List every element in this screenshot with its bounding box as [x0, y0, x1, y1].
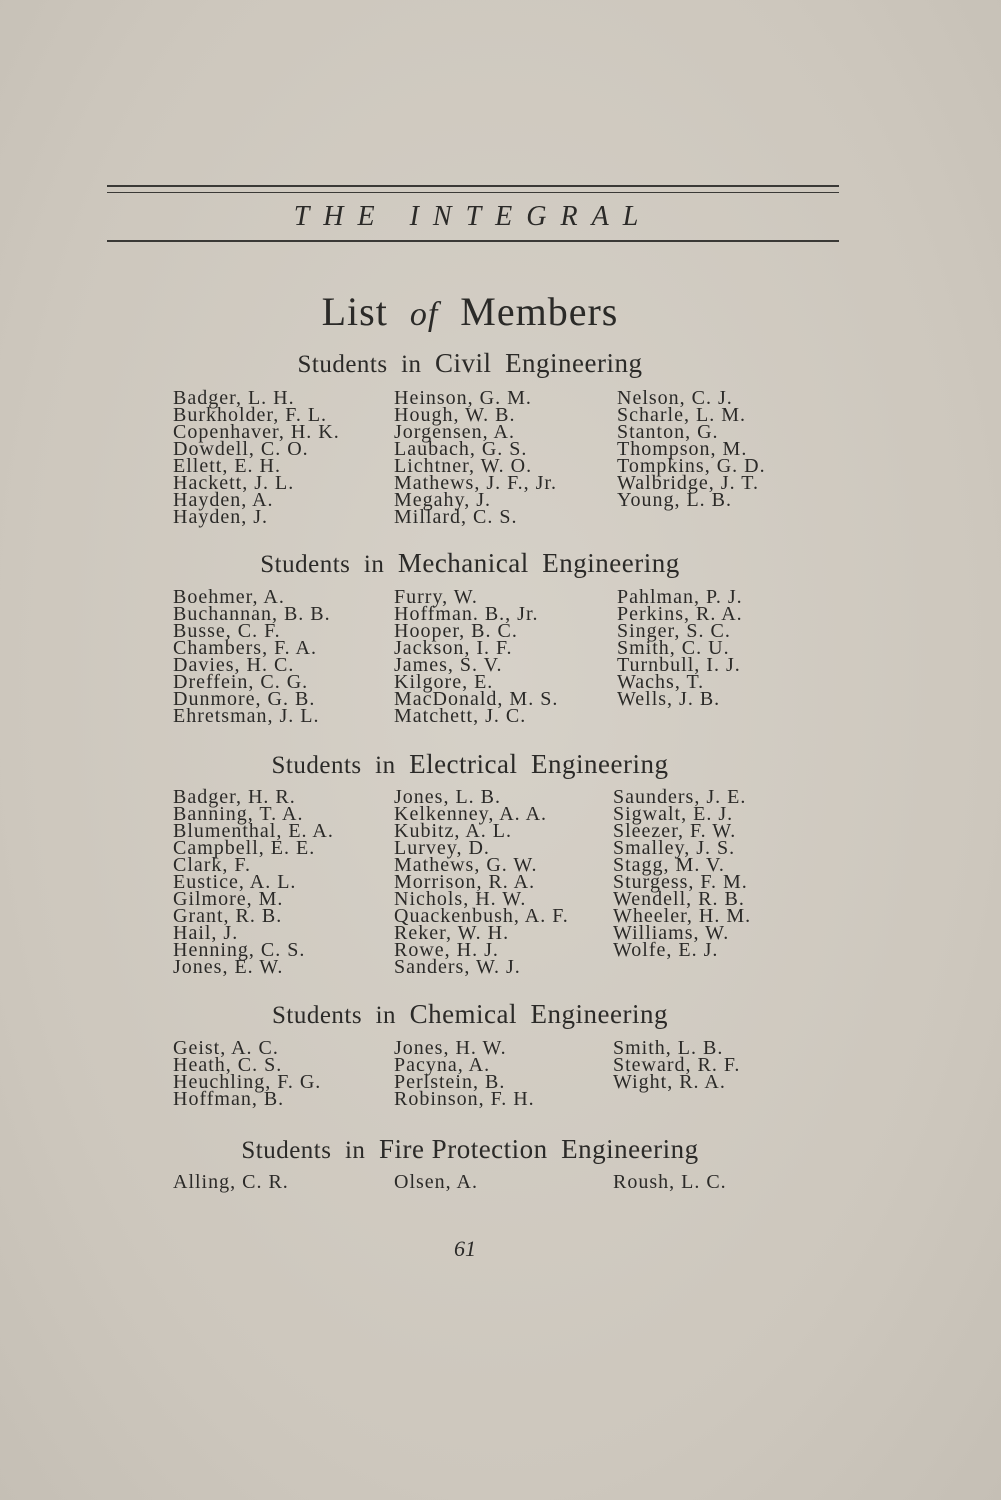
chemical-column-3 [613, 1037, 741, 1093]
fire-protection-column-2 [394, 1171, 478, 1193]
list-item: Mathews, G. W. [394, 854, 538, 876]
section-heading-fire-protection: Students in Fire Protection Engineering [241, 1134, 699, 1164]
list-item: Hackett, J. L. [173, 472, 295, 494]
list-item: Wolfe, E. J. [613, 939, 719, 961]
list-item: Hayden, A. [173, 489, 274, 511]
chemical-column-1 [173, 1037, 322, 1110]
list-item: Ellett, E. H. [173, 455, 281, 477]
list-item: Steward, R. F. [613, 1054, 741, 1076]
list-item: Badger, H. R. [173, 786, 296, 808]
list-item: Robinson, F. H. [394, 1088, 535, 1110]
list-item: Furry, W. [394, 586, 478, 608]
list-item: Jones, H. W. [394, 1037, 507, 1059]
list-item: Heath, C. S. [173, 1054, 283, 1076]
list-item: Jones, E. W. [173, 956, 284, 978]
electrical-column-2 [394, 786, 569, 978]
masthead: THE INTEGRAL [293, 201, 653, 232]
mechanical-column-1 [173, 586, 331, 727]
list-item: Chambers, F. A. [173, 637, 317, 659]
list-item: Quackenbush, A. F. [394, 905, 569, 927]
list-item: Perlstein, B. [394, 1071, 506, 1093]
list-item: Clark, F. [173, 854, 251, 876]
list-item: Hooper, B. C. [394, 620, 518, 642]
list-item: Lichtner, W. O. [394, 455, 533, 477]
list-item: Kilgore, E. [394, 671, 494, 693]
list-item: Grant, R. B. [173, 905, 283, 927]
section-heading-civil: Students in Civil Engineering [297, 348, 643, 378]
list-item: Tompkins, G. D. [617, 455, 766, 477]
list-item: Buchannan, B. B. [173, 603, 331, 625]
list-item: Geist, A. C. [173, 1037, 279, 1059]
section-heading-electrical: Students in Electrical Engineering [271, 749, 669, 779]
list-item: Eustice, A. L. [173, 871, 297, 893]
list-item: Hoffman, B. [173, 1088, 285, 1110]
list-item: Turnbull, I. J. [617, 654, 741, 676]
list-item: Heinson, G. M. [394, 387, 532, 409]
title-of: of [409, 296, 439, 333]
list-item: MacDonald, M. S. [394, 688, 559, 710]
list-item: Hough, W. B. [394, 404, 516, 426]
list-item: Badger, L. H. [173, 387, 295, 409]
masthead-bottom-rule [107, 240, 839, 242]
list-item: Thompson, M. [617, 438, 748, 460]
list-item: Megahy, J. [394, 489, 492, 511]
list-item: Matchett, J. C. [394, 705, 527, 727]
list-item: Perkins, R. A. [617, 603, 743, 625]
list-item: Stanton, G. [617, 421, 719, 443]
list-item: Pacyna, A. [394, 1054, 491, 1076]
list-item: Millard, C. S. [394, 506, 518, 528]
list-item: Copenhaver, H. K. [173, 421, 340, 443]
list-item: Davies, H. C. [173, 654, 295, 676]
list-item: Henning, C. S. [173, 939, 306, 961]
list-item: Smalley, J. S. [613, 837, 736, 859]
list-item: Stagg, M. V. [613, 854, 725, 876]
list-item: Jorgensen, A. [394, 421, 515, 443]
list-item: Gilmore, M. [173, 888, 284, 910]
top-rule [107, 185, 839, 187]
list-item: Scharle, L. M. [617, 404, 746, 426]
list-item: Burkholder, F. L. [173, 404, 328, 426]
mechanical-column-3 [617, 586, 743, 710]
list-item: Banning, T. A. [173, 803, 304, 825]
list-item: Sigwalt, E. J. [613, 803, 734, 825]
title-list: List [321, 289, 388, 334]
list-item: Boehmer, A. [173, 586, 285, 608]
list-item: Heuchling, F. G. [173, 1071, 322, 1093]
list-item: Saunders, J. E. [613, 786, 747, 808]
list-item: Singer, S. C. [617, 620, 731, 642]
list-item: Young, L. B. [617, 489, 732, 511]
list-item: Laubach, G. S. [394, 438, 528, 460]
list-item: Sturgess, F. M. [613, 871, 748, 893]
list-item: Busse, C. F. [173, 620, 281, 642]
list-item: Wendell, R. B. [613, 888, 745, 910]
list-item: James, S. V. [394, 654, 503, 676]
title-members: Members [460, 289, 619, 334]
list-item: Hayden, J. [173, 506, 268, 528]
list-item: Dreffein, C. G. [173, 671, 309, 693]
list-item: Sanders, W. J. [394, 956, 521, 978]
list-item: Roush, L. C. [613, 1171, 727, 1193]
civil-column-3 [617, 387, 766, 511]
section-heading-chemical: Students in Chemical Engineering [271, 999, 668, 1029]
list-item: Blumenthal, E. A. [173, 820, 334, 842]
list-item: Walbridge, J. T. [617, 472, 759, 494]
list-item: Nelson, C. J. [617, 387, 733, 409]
electrical-column-3 [613, 786, 752, 961]
list-item: Rowe, H. J. [394, 939, 499, 961]
list-item: Hoffman. B., Jr. [394, 603, 539, 625]
list-item: Wheeler, H. M. [613, 905, 752, 927]
list-item: Pahlman, P. J. [617, 586, 743, 608]
list-item: Morrison, R. A. [394, 871, 536, 893]
list-item: Wachs, T. [617, 671, 705, 693]
electrical-column-1 [173, 786, 334, 978]
list-item: Wells, J. B. [617, 688, 721, 710]
page-title [0, 288, 940, 339]
section-heading-mechanical: Students in Mechanical Engineering [260, 548, 680, 578]
top-rule-thin [107, 192, 839, 193]
civil-column-1 [173, 387, 340, 528]
list-item: Ehretsman, J. L. [173, 705, 320, 727]
civil-column-2 [394, 387, 557, 528]
list-item: Mathews, J. F., Jr. [394, 472, 557, 494]
list-item: Campbell, E. E. [173, 837, 316, 859]
mechanical-column-2 [394, 586, 559, 727]
list-item: Williams, W. [613, 922, 730, 944]
list-item: Kelkenney, A. A. [394, 803, 548, 825]
chemical-column-2 [394, 1037, 535, 1110]
list-item: Sleezer, F. W. [613, 820, 737, 842]
list-item: Nichols, H. W. [394, 888, 527, 910]
fire-protection-column-3 [613, 1171, 727, 1193]
fire-protection-column-1 [173, 1171, 289, 1193]
page-number: 61 [454, 1236, 476, 1261]
list-item: Smith, L. B. [613, 1037, 724, 1059]
list-item: Smith, C. U. [617, 637, 730, 659]
list-item: Dowdell, C. O. [173, 438, 309, 460]
list-item: Reker, W. H. [394, 922, 510, 944]
list-item: Olsen, A. [394, 1171, 478, 1193]
list-item: Hail, J. [173, 922, 239, 944]
list-item: Alling, C. R. [173, 1171, 289, 1193]
list-item: Jones, L. B. [394, 786, 501, 808]
list-item: Jackson, I. F. [394, 637, 513, 659]
list-item: Dunmore, G. B. [173, 688, 316, 710]
list-item: Kubitz, A. L. [394, 820, 512, 842]
list-item: Lurvey, D. [394, 837, 490, 859]
list-item: Wight, R. A. [613, 1071, 726, 1093]
